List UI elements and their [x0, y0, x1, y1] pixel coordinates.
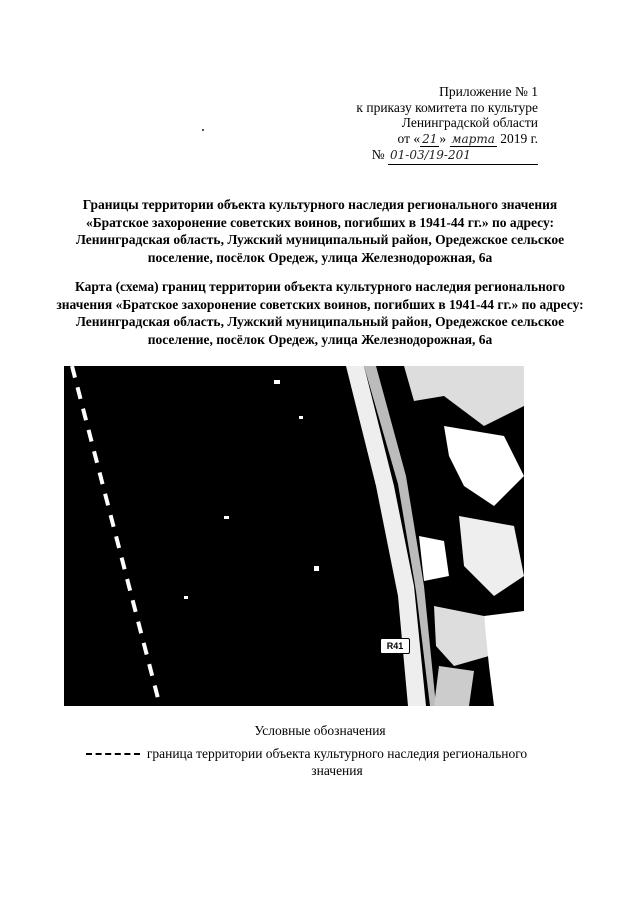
appendix-number: [340, 147, 538, 165]
appendix-date: [340, 131, 538, 148]
date-mid: »: [439, 130, 447, 146]
legend-item-text: граница территории объекта культурного наследия регионального значения: [146, 746, 528, 778]
aerial-map-image: [64, 366, 524, 706]
number-prefix: №: [371, 147, 385, 162]
aerial-map: [64, 366, 524, 706]
map-heading: Карта (схема) границ территории объекта культурного наследия регионального значения «Братское захоронение советских воинов, погибших в 1941-44 гг.» по адресу: Ленинградская область, Лужский муниципальный район, Оредежское сельское поселение, посёлок Оредеж, улица Железнодорожная, 6а: [56, 279, 584, 347]
legend-title: Условные обозначения: [254, 723, 386, 738]
number-value: 01-03/19-201: [390, 148, 471, 162]
appendix-line-1: Приложение № 1: [439, 84, 538, 99]
date-prefix: от «: [397, 130, 421, 146]
dashed-boundary-icon: [86, 753, 140, 755]
scan-speck: [202, 129, 204, 131]
date-year: 2019 г.: [500, 130, 538, 146]
date-day: 21: [422, 131, 438, 146]
date-month: марта: [451, 131, 495, 146]
appendix-block: [340, 84, 538, 165]
appendix-line-3: Ленинградской области: [401, 115, 538, 130]
document-heading: Границы территории объекта культурного наследия регионального значения «Братское захоронение советских воинов, погибших в 1941-44 гг.» по адресу: Ленинградская область, Лужский муниципальный район, Оредежское сельское поселение, посёлок Оредеж, улица Железнодорожная, 6а: [75, 197, 565, 265]
road-sign-label: R41: [380, 638, 410, 654]
appendix-line-2: к приказу комитета по культуре: [356, 99, 538, 115]
